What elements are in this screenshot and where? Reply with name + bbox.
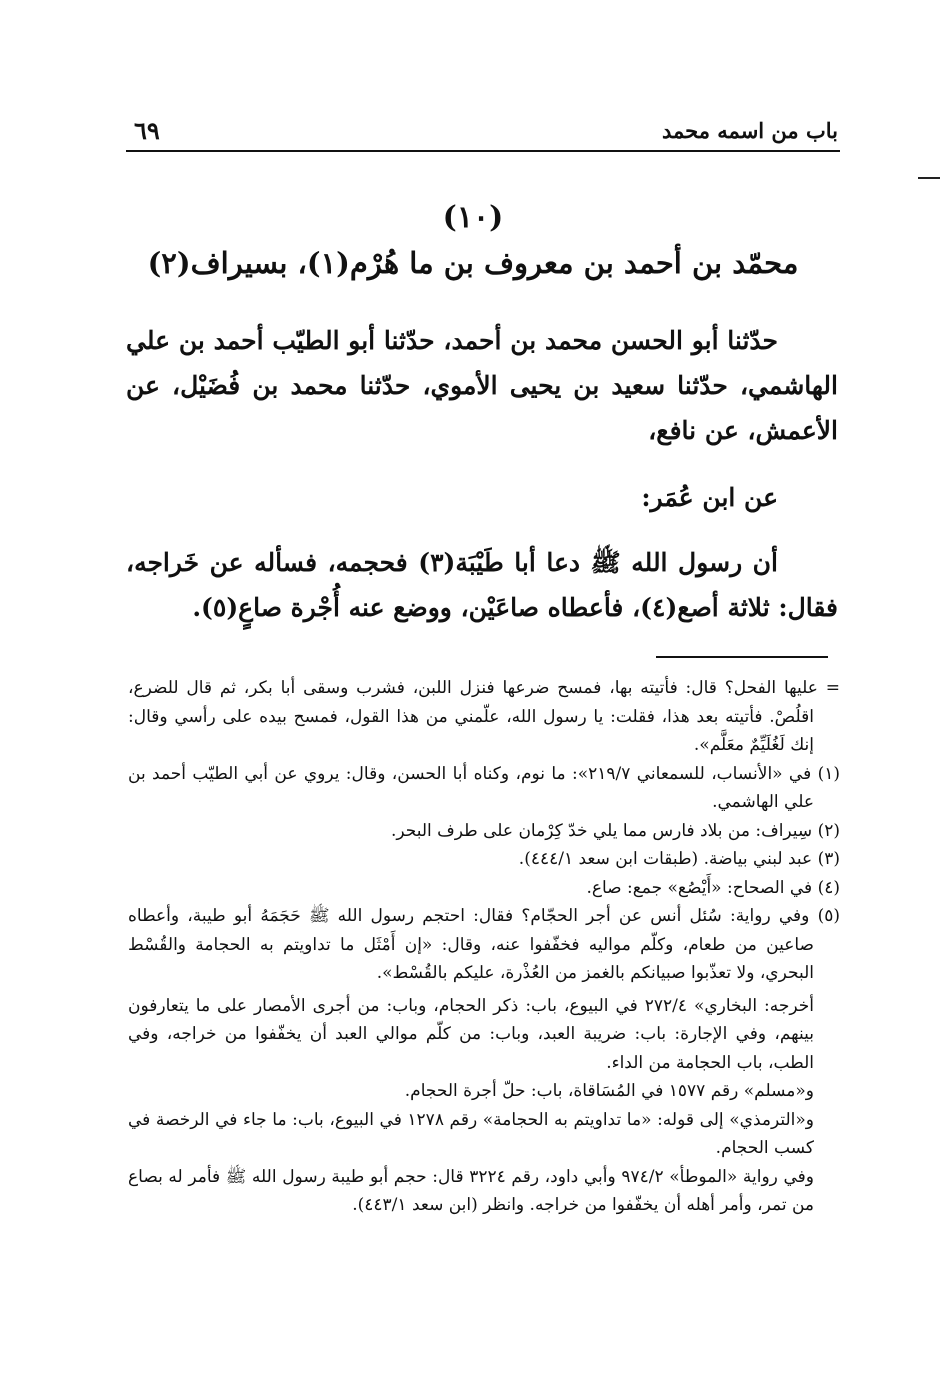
footnote-1: (١) في «الأنساب، للسمعاني ٢١٩/٧»: ما نوم، وكناه أبا الحسن، وقال: يروي عن أبي الطيّب أحمد بن علي الهاشمي. bbox=[128, 763, 841, 812]
narrator-paragraph: عن ابن عُمَر: bbox=[641, 483, 778, 512]
footnote-2: (٢) سِيراف: من بلاد فارس مما يلي خدّ كِرْمان على طرف البحر. bbox=[390, 820, 840, 841]
margin-mark bbox=[918, 177, 940, 179]
footnotes bbox=[128, 674, 840, 1220]
footnote-5-tirmidhi: و«الترمذي» إلى قوله: «ما تداويتم به الحجامة» رقم ١٢٧٨ في البيوع، باب: ما جاء في الرخصة في كسب الحجام. bbox=[128, 1109, 815, 1158]
footnote-5-muwatta: وفي رواية «الموطأ» ٩٧٤/٢ وأبي داود، رقم ٣٢٢٤ قال: حجم أبو طيبة رسول الله ﷺ فأمر له بصاع من تمر، وأمر أهله أن يخفّفوا من خراجه. وانظر (ابن سعد ٤٤٣/١). bbox=[128, 1166, 815, 1215]
footnote-divider bbox=[656, 656, 828, 658]
footnote-5-muslim: و«مسلم» رقم ١٥٧٧ في المُسَاقاة، باب: حلّ أجرة الحجام. bbox=[404, 1081, 814, 1101]
header-divider bbox=[126, 150, 840, 152]
footnote-5: (٥) وفي رواية: سُئل أنس عن أجر الحجّام؟ فقال: احتجم رسول الله ﷺ حَجَمَهُ أبو طيبة، وأعطاه صاعين من طعام، وكلّم مواليه فخفّفوا عنه، وقال: «إن أَمْثَل ما تداويتم به الحجامة والقُسْط البحري، ولا تعذّبوا صبيانكم بالغمز من العُذْرة، عليكم بالقُسْط». bbox=[128, 906, 840, 983]
footnote-continued: = عليها الفحل؟ قال: فأتيته بها، فمسح ضرعها فنزل اللبن، فشرب وسقى أبا بكر، ثم قال للضرع، اقلُصْ. فأتيته بعد هذا، فقلت: يا رسول الله، علّمني من هذا القول، فمسح بيده على رأسي وقال: إنك لَغُلَيِّمٌ معَلَّم». bbox=[128, 678, 840, 755]
footnote-5-bukhari: أخرجه: البخاري» ٢٧٢/٤ في البيوع، باب: ذكر الحجام، وباب: من أجرى الأمصار على ما يتعارفون بينهم، وفي الإجارة: باب: ضريبة العبد، وباب: من كلّم موالي العبد أن يخفّفوا من خراجه، وفي الطب، باب الحجامة من الداء. bbox=[128, 995, 814, 1073]
chapter-number: (١٠) bbox=[442, 200, 504, 235]
page-number: ٦٩ bbox=[134, 116, 160, 145]
running-header-title: باب من اسمه محمد bbox=[662, 118, 838, 143]
isnad-paragraph: حدّثنا أبو الحسن محمد بن أحمد، حدّثنا أبو الطيّب أحمد بن علي الهاشمي، حدّثنا سعيد بن يحيى الأموي، حدّثنا محمد بن فُضَيْل، عن الأعمش، عن نافع، bbox=[126, 326, 838, 445]
chapter-title: محمّد بن أحمد بن معروف بن ما هُرْم(١)، بسيراف(٢) bbox=[147, 246, 799, 280]
matn-paragraph: أن رسول الله ﷺ دعا أبا طَيْبَة(٣) فحجمه، فسأله عن خَراجه، فقال: ثلاثة أصع(٤)، فأعطاه صاعَيْن، ووضع عنه أُجْرة صاعٍ(٥). bbox=[126, 548, 838, 622]
running-header bbox=[128, 118, 838, 154]
footnote-4: (٤) في الصحاح: «أَيْصُع» جمع: صاع. bbox=[586, 877, 840, 898]
hadith-text bbox=[126, 318, 838, 630]
footnote-3: (٣) عبد لبني بياضة. (طبقات ابن سعد ٤٤٤/١). bbox=[518, 849, 840, 869]
